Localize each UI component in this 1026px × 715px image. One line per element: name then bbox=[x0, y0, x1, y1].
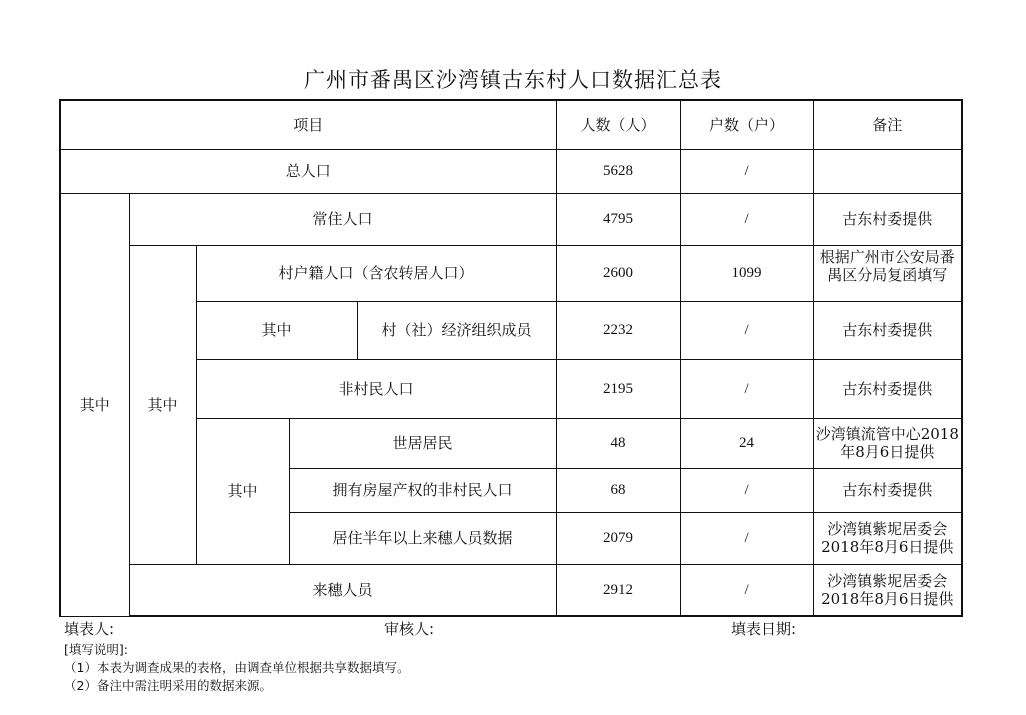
group-label-level2: 其中 bbox=[129, 245, 196, 564]
total-remark bbox=[813, 149, 962, 193]
group-label-level3b: 其中 bbox=[196, 418, 289, 564]
table-row bbox=[60, 359, 962, 418]
registered-remark bbox=[813, 245, 962, 301]
total-label: 总人口 bbox=[60, 149, 556, 193]
migrants-remark: 沙湾镇紫坭居委会2018年8月6日提供 bbox=[813, 564, 962, 616]
instructions-line-2: （2）备注中需注明采用的数据来源。 bbox=[64, 678, 272, 693]
members-label: 村（社）经济组织成员 bbox=[357, 301, 556, 359]
group-label-level3a: 其中 bbox=[196, 301, 357, 359]
group-label-level1: 其中 bbox=[60, 193, 129, 616]
table-row bbox=[60, 149, 962, 193]
reviewer-label: 审核人: bbox=[384, 620, 435, 638]
registered-households: 1099 bbox=[680, 245, 813, 301]
nonvillager-households: / bbox=[680, 359, 813, 418]
nonvillager-remark: 古东村委提供 bbox=[813, 359, 962, 418]
generational-remark: 沙湾镇流管中心2018年8月6日提供 bbox=[813, 418, 962, 468]
propertyowners-remark: 古东村委提供 bbox=[813, 468, 962, 512]
registered-people: 2600 bbox=[556, 245, 680, 301]
instructions-line-1: （1）本表为调查成果的表格，由调查单位根据共享数据填写。 bbox=[64, 660, 410, 675]
resident-people: 4795 bbox=[556, 193, 680, 245]
header-remark: 备注 bbox=[813, 100, 962, 149]
table-row bbox=[60, 301, 962, 359]
table-row bbox=[60, 418, 962, 468]
migrants-people: 2912 bbox=[556, 564, 680, 616]
propertyowners-people: 68 bbox=[556, 468, 680, 512]
halfyear-people: 2079 bbox=[556, 512, 680, 564]
halfyear-households: / bbox=[680, 512, 813, 564]
members-people: 2232 bbox=[556, 301, 680, 359]
generational-households: 24 bbox=[680, 418, 813, 468]
page-title: 广州市番禺区沙湾镇古东村人口数据汇总表 bbox=[304, 68, 722, 92]
instructions-heading: [填写说明]: bbox=[64, 642, 128, 657]
table-row bbox=[60, 564, 962, 616]
population-summary-table bbox=[59, 99, 963, 617]
migrants-households: / bbox=[680, 564, 813, 616]
date-label: 填表日期: bbox=[731, 620, 797, 638]
members-remark: 古东村委提供 bbox=[813, 301, 962, 359]
halfyear-remark: 沙湾镇紫坭居委会2018年8月6日提供 bbox=[813, 512, 962, 564]
header-people: 人数（人） bbox=[556, 100, 680, 149]
total-households: / bbox=[680, 149, 813, 193]
header-row bbox=[60, 100, 962, 149]
total-people: 5628 bbox=[556, 149, 680, 193]
table-row bbox=[60, 193, 962, 245]
registered-label: 村户籍人口（含农转居人口） bbox=[196, 245, 556, 301]
resident-remark: 古东村委提供 bbox=[813, 193, 962, 245]
resident-label: 常住人口 bbox=[129, 193, 556, 245]
registered-remark-text: 根据广州市公安局番禺区分局复函填写 bbox=[819, 248, 955, 284]
nonvillager-label: 非村民人口 bbox=[196, 359, 556, 418]
filler-label: 填表人: bbox=[64, 620, 115, 638]
members-households: / bbox=[680, 301, 813, 359]
table-row bbox=[60, 245, 962, 301]
resident-households: / bbox=[680, 193, 813, 245]
propertyowners-label: 拥有房屋产权的非村民人口 bbox=[289, 468, 556, 512]
header-households: 户数（户） bbox=[680, 100, 813, 149]
generational-label: 世居居民 bbox=[289, 418, 556, 468]
header-item: 项目 bbox=[60, 100, 556, 149]
generational-people: 48 bbox=[556, 418, 680, 468]
halfyear-label: 居住半年以上来穗人员数据 bbox=[289, 512, 556, 564]
nonvillager-people: 2195 bbox=[556, 359, 680, 418]
propertyowners-households: / bbox=[680, 468, 813, 512]
migrants-label: 来穗人员 bbox=[129, 564, 556, 616]
